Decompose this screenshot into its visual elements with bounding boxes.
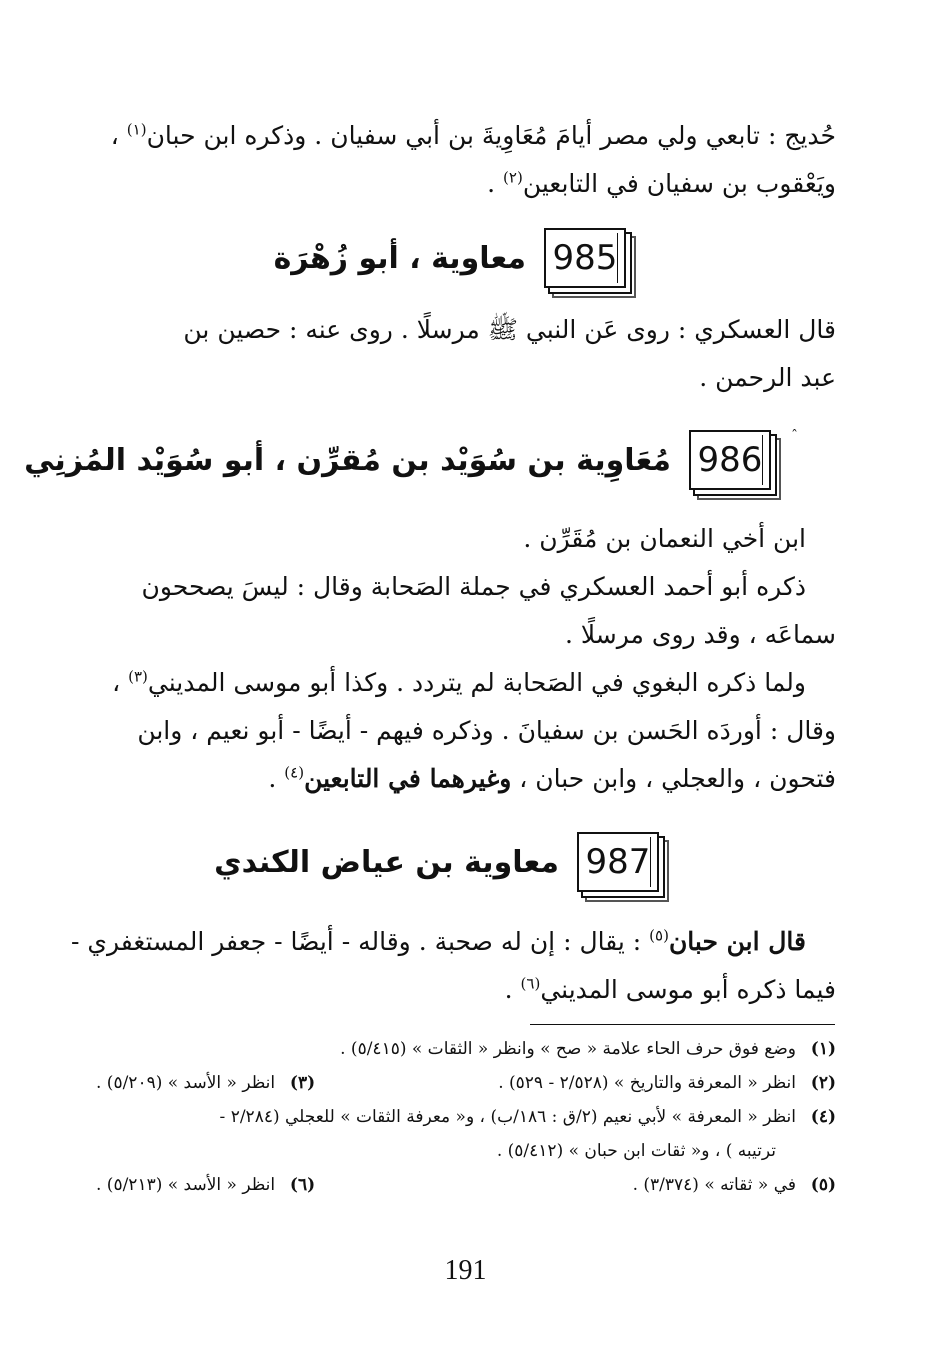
footnote-ref: (٥): [649, 926, 669, 945]
intro-line-1: حُديج : تابعي ولي مصر أيامَ مُعَاوِيةَ بن أبي سفيان . وذكره ابن حبان$^{(١)}$ ،: [110, 120, 836, 150]
text-line: عبد الرحمن .: [699, 363, 836, 392]
entry-heading-985: [274, 228, 626, 288]
footnote-3: (٣)انظر « الأسد » (٥/٢٠٩) .: [96, 1073, 316, 1093]
footnote-5: (٥)في « ثقاته » (٣/٣٧٤) .: [632, 1175, 836, 1195]
footnote-6: (٦)انظر « الأسد » (٥/٢١٣) .: [96, 1175, 316, 1195]
entry-heading-986: [24, 430, 771, 490]
text-line: قال العسكري : روى عَن النبي ﷺ مرسلًا . روى عنه : حصين بن: [183, 315, 836, 344]
footnote-ref: (٦): [520, 974, 541, 993]
text-line: ابن أخي النعمان بن مُقَرِّن .: [523, 524, 806, 553]
entry-986-text: [96, 515, 836, 803]
intro-line-2: ويَعْقوب بن سفيان في التابعين$^{(٢)}$ .: [487, 168, 836, 198]
bold-phrase: قال ابن حبان: [668, 927, 806, 956]
entry-title: معاوية ، أبو زُهْرَة: [273, 240, 526, 276]
entry-number-box: 985: [544, 228, 626, 288]
footnote-separator: [530, 1024, 835, 1025]
entry-title: معاوية بن عياض الكندي: [214, 844, 559, 880]
footnote-ref: (٤): [284, 763, 305, 782]
text-line: فتحون ، والعجلي ، وابن حبان ، وغيرهما في التابعين$^{(٤)}$ .: [268, 763, 836, 793]
text-line: فيما ذكره أبو موسى المديني$^{(٦)}$ .: [504, 974, 836, 1004]
entry-title: مُعَاوِية بن سُوَيْد بن مُقرِّن ، أبو سُوَيْد المُزنِي: [24, 442, 671, 478]
intro-paragraph: [96, 112, 836, 208]
footnote-ref: (١): [126, 120, 147, 139]
footnote-ref: (٢): [503, 168, 523, 187]
footnotes: [96, 1032, 836, 1202]
text-line: قال ابن حبان$^{(٥)}$ : يقال : إن له صحبة . وقاله - أيضًا - جعفر المستغفري -: [70, 926, 806, 956]
text-line: سماعَه ، وقد روى مرسلًا .: [565, 620, 836, 649]
footnote-4: (٤)انظر « المعرفة » لأبي نعيم (٢/ق : ١٨٦/ب) ، و« معرفة الثقات » للعجلي (٢/٢٨٤ -: [219, 1107, 836, 1127]
text-line: ولما ذكره البغوي في الصَحابة لم يتردد . وكذا أبو موسى المديني$^{(٣)}$ ،: [112, 667, 806, 697]
footnote-row: [96, 1066, 836, 1100]
text-line: وقال : أوردَه الحَسن بن سفيانَ . وذكره فيهم - أيضًا - أبو نعيم ، وابن: [137, 716, 836, 745]
footnote-ref: (٣): [128, 667, 148, 686]
footnote-4-continued: ترتيبه ) ، و« ثقات ابن حبان » (٥/٤١٢) .: [496, 1141, 776, 1161]
entry-985-text: [96, 306, 836, 402]
stray-mark: ˆ: [791, 428, 798, 444]
footnote-2: (٢)انظر « المعرفة والتاريخ » (٢/٥٢٨ - ٥٢٩) .: [498, 1073, 836, 1093]
bold-phrase: وغيرهما في التابعين: [304, 764, 512, 793]
entry-number-box: 987: [577, 832, 659, 892]
entry-number-box: 986: [689, 430, 771, 490]
text-line: ذكره أبو أحمد العسكري في جملة الصَحابة وقال : ليسَ يصححون: [141, 572, 806, 601]
footnote-1: (١)وضع فوق حرف الحاء علامة « صح » وانظر « الثقات » (٥/٤١٥) .: [340, 1039, 836, 1059]
page-number: 191: [444, 1255, 487, 1286]
footnote-row: [96, 1168, 836, 1202]
entry-heading-987: [214, 832, 659, 892]
entry-987-text: [70, 918, 836, 1014]
